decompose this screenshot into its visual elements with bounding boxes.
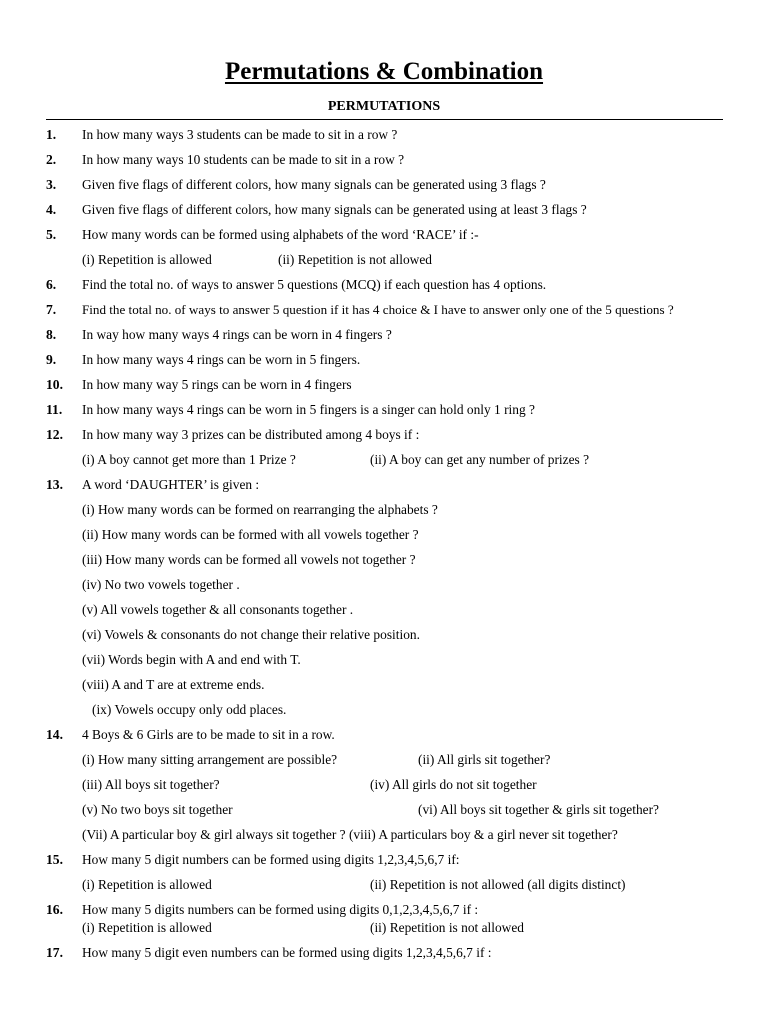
sub-question: (v) All vowels together & all consonants together .: [82, 602, 354, 617]
section-heading: PERMUTATIONS: [327, 99, 441, 114]
question-number: 2.: [46, 152, 57, 167]
sub-question: (i) Repetition is allowed: [82, 920, 212, 935]
question-text: A word ‘DAUGHTER’ is given :: [82, 477, 260, 492]
question-text: Find the total no. of ways to answer 5 question if it has 4 choice & I have to answer only one of the 5 questions ?: [82, 302, 674, 317]
sub-question: (iii) How many words can be formed all vowels not together ?: [82, 552, 416, 567]
question-text: In how many way 5 rings can be worn in 4 fingers: [82, 377, 352, 392]
question-number: 12.: [46, 427, 63, 442]
question-number: 13.: [46, 477, 63, 492]
page-title: Permutations & Combination: [224, 58, 544, 85]
sub-question: (i) How many words can be formed on rearranging the alphabets ?: [82, 502, 438, 517]
sub-question: (viii) A and T are at extreme ends.: [82, 677, 265, 692]
sub-question: (vii) Words begin with A and end with T.: [82, 652, 301, 667]
question-number: 8.: [46, 327, 57, 342]
question-text: In how many ways 3 students can be made to sit in a row ?: [82, 127, 398, 142]
sub-question: (iv) All girls do not sit together: [370, 777, 537, 792]
question-number: 7.: [46, 302, 57, 317]
question-text: Find the total no. of ways to answer 5 questions (MCQ) if each question has 4 options.: [82, 277, 547, 292]
question-number: 15.: [46, 852, 63, 867]
sub-question: (iii) All boys sit together?: [82, 777, 220, 792]
sub-question: (iv) No two vowels together .: [82, 577, 240, 592]
question-text: How many 5 digit numbers can be formed using digits 1,2,3,4,5,6,7 if:: [82, 852, 460, 867]
question-number: 5.: [46, 227, 57, 242]
sub-question: (ix) Vowels occupy only odd places.: [92, 702, 287, 717]
sub-question: (Vii) A particular boy & girl always sit together ? (viii) A particulars boy & a girl never sit together?: [82, 827, 618, 842]
question-number: 6.: [46, 277, 57, 292]
sub-question: (i) How many sitting arrangement are possible?: [82, 752, 338, 767]
sub-question: (ii) All girls sit together?: [418, 752, 551, 767]
question-text: In how many ways 4 rings can be worn in 5 fingers is a singer can hold only 1 ring ?: [82, 402, 535, 417]
question-number: 3.: [46, 177, 57, 192]
question-text: Given five flags of different colors, how many signals can be generated using at least 3 flags ?: [82, 202, 587, 217]
question-number: 4.: [46, 202, 57, 217]
question-text: How many words can be formed using alphabets of the word ‘RACE’ if :-: [82, 227, 479, 242]
sub-question: (vi) Vowels & consonants do not change their relative position.: [82, 627, 420, 642]
question-number: 10.: [46, 377, 63, 392]
question-number: 14.: [46, 727, 63, 742]
sub-question: (i) Repetition is allowed: [82, 252, 212, 267]
question-text: In way how many ways 4 rings can be worn in 4 fingers ?: [82, 327, 392, 342]
sub-question: (ii) Repetition is not allowed: [370, 920, 524, 935]
sub-question: (i) A boy cannot get more than 1 Prize ?: [82, 452, 296, 467]
sub-question: (v) No two boys sit together: [82, 802, 233, 817]
sub-question: (i) Repetition is allowed: [82, 877, 212, 892]
sub-question: (ii) A boy can get any number of prizes ?: [370, 452, 590, 467]
question-number: 1.: [46, 127, 57, 142]
sub-question: (vi) All boys sit together & girls sit together?: [418, 802, 659, 817]
sub-question: (ii) Repetition is not allowed (all digits distinct): [370, 877, 626, 892]
question-number: 16.: [46, 902, 63, 917]
question-text: In how many way 3 prizes can be distributed among 4 boys if :: [82, 427, 420, 442]
question-text: How many 5 digit even numbers can be formed using digits 1,2,3,4,5,6,7 if :: [82, 945, 492, 960]
question-text: Given five flags of different colors, how many signals can be generated using 3 flags ?: [82, 177, 546, 192]
question-text: In how many ways 4 rings can be worn in 5 fingers.: [82, 352, 361, 367]
question-text: How many 5 digits numbers can be formed using digits 0,1,2,3,4,5,6,7 if :: [82, 902, 479, 917]
sub-question: (ii) How many words can be formed with all vowels together ?: [82, 527, 419, 542]
question-number: 11.: [46, 402, 63, 417]
question-text: 4 Boys & 6 Girls are to be made to sit in a row.: [82, 727, 335, 742]
divider: [46, 119, 723, 120]
question-text: In how many ways 10 students can be made to sit in a row ?: [82, 152, 405, 167]
question-number: 9.: [46, 352, 57, 367]
question-number: 17.: [46, 945, 63, 960]
sub-question: (ii) Repetition is not allowed: [278, 252, 432, 267]
